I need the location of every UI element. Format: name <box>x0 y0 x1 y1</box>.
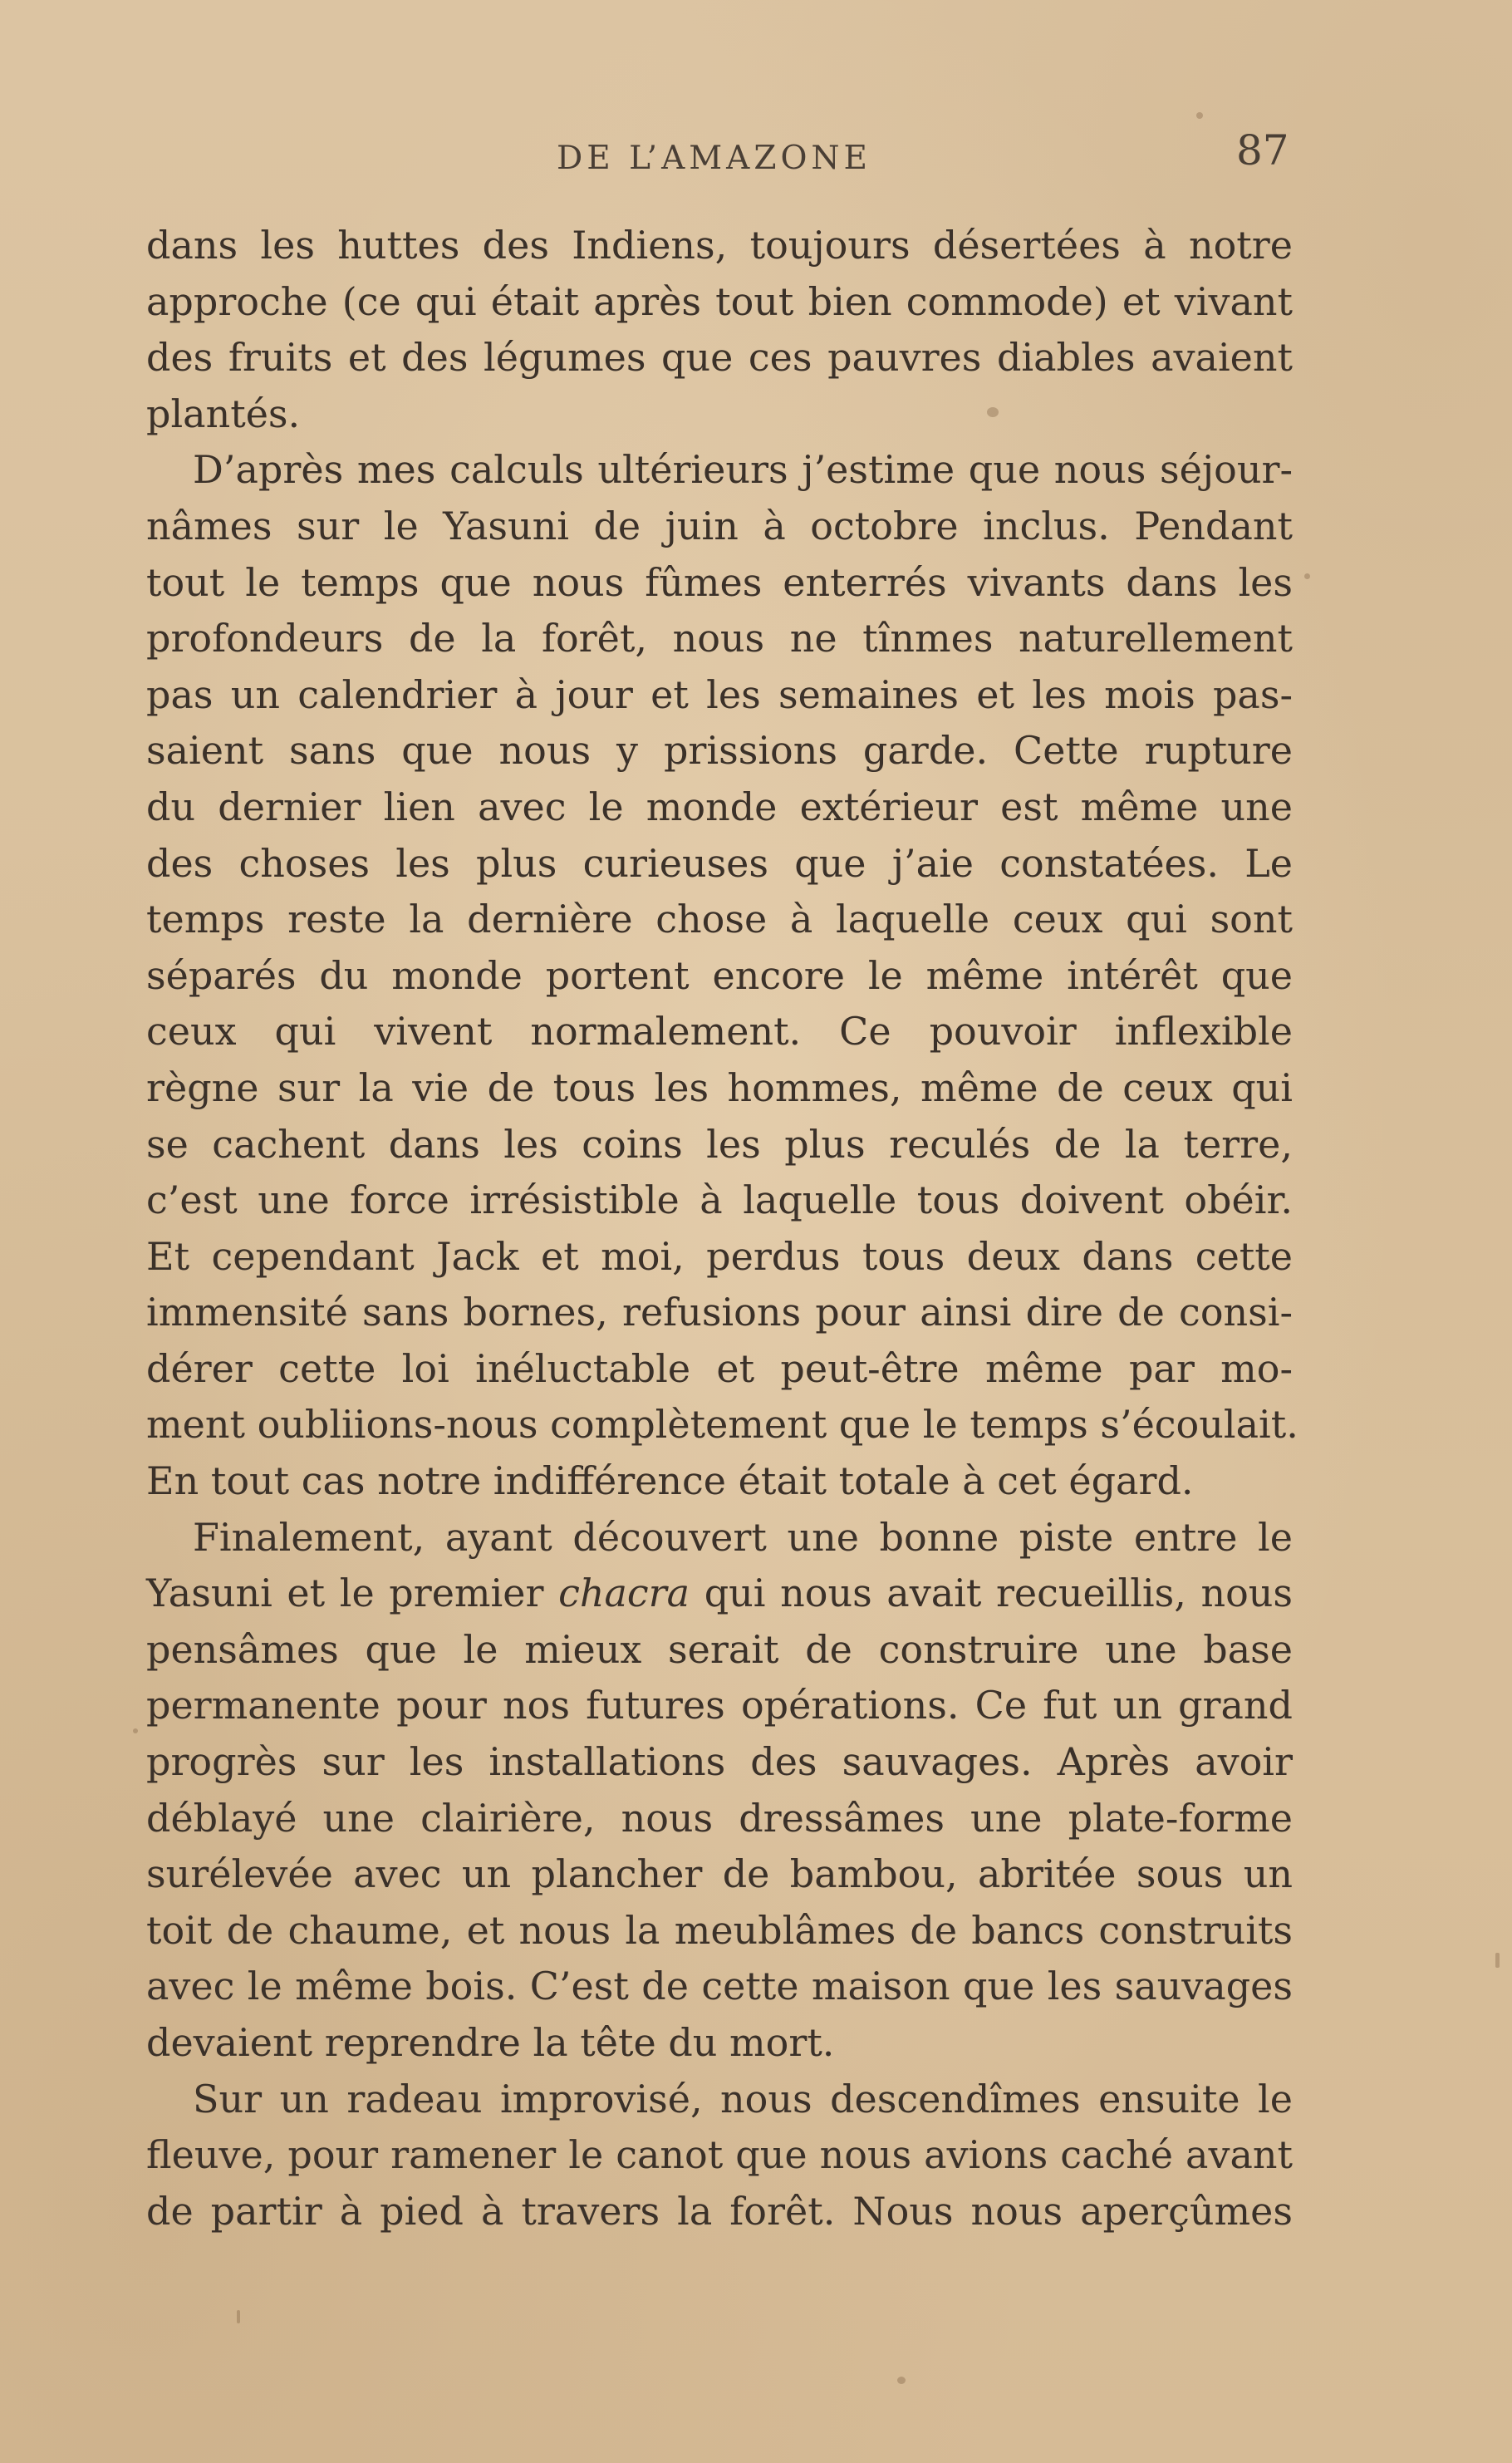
text-line: du dernier lien avec le monde extérieur est même une <box>146 784 1293 829</box>
text-line: avec le même bois. C’est de cette maison que les sauvages <box>146 1964 1293 2009</box>
text-line: règne sur la vie de tous les hommes, même de ceux qui <box>146 1064 1293 1110</box>
paper-speck <box>897 2377 906 2384</box>
text-line: de partir à pied à travers la forêt. Nous nous aperçûmes <box>146 2188 1293 2234</box>
text-block <box>146 218 1298 2239</box>
text-line: pensâmes que le mieux serait de construire une base <box>146 1626 1293 1672</box>
text-line: Finalement, ayant découvert une bonne piste entre le <box>193 1514 1293 1560</box>
italic-term: chacra <box>558 1571 690 1616</box>
page-number: 87 <box>1236 126 1289 175</box>
text-line: Sur un radeau improvisé, nous descendîmes ensuite le <box>193 2076 1293 2121</box>
text-line: devaient reprendre la tête du mort. <box>146 2020 835 2065</box>
text-line: des choses les plus curieuses que j’aie constatées. Le <box>146 840 1293 886</box>
text-line: c’est une force irrésistible à laquelle tous doivent obéir. <box>146 1177 1293 1223</box>
paper-speck <box>1304 573 1310 579</box>
text-line: permanente pour nos futures opérations. Ce fut un grand <box>146 1683 1293 1728</box>
paragraph-3 <box>146 1510 1293 2072</box>
paragraph-4 <box>146 2072 1293 2240</box>
text-line: progrès sur les installations des sauvages. Après avoir <box>146 1739 1293 1785</box>
running-head: DE L’AMAZONE <box>557 140 872 177</box>
text-line: dérer cette loi inéluctable et peut-être même par mo- <box>146 1345 1293 1391</box>
text-line: dans les huttes des Indiens, toujours désertées à notre <box>146 223 1293 268</box>
text-line <box>146 1566 1293 1622</box>
text-line: profondeurs de la forêt, nous ne tînmes naturellement <box>146 616 1293 661</box>
paper-speck <box>133 1728 138 1733</box>
text-line: En tout cas notre indifférence était totale à cet égard. <box>146 1458 1194 1504</box>
text-line: se cachent dans les coins les plus reculés de la terre, <box>146 1121 1293 1167</box>
text-line: Et cependant Jack et moi, perdus tous deux dans cette <box>146 1233 1293 1279</box>
text-line: ment oubliions-nous complètement que le temps s’écoulait. <box>146 1402 1298 1448</box>
text-line: ceux qui vivent normalement. Ce pouvoir inflexible <box>146 1009 1293 1055</box>
text-line: tout le temps que nous fûmes enterrés vivants dans les <box>146 559 1293 605</box>
paragraph-1 <box>146 218 1293 442</box>
text-line: déblayé une clairière, nous dressâmes une plate-forme <box>146 1795 1293 1841</box>
text-line: immensité sans bornes, refusions pour ainsi dire de consi- <box>146 1290 1293 1335</box>
text-span: Yasuni et le premier <box>146 1571 559 1616</box>
text-line: temps reste la dernière chose à laquelle ceux qui sont <box>146 897 1293 942</box>
text-line: saient sans que nous y prissions garde. Cette rupture <box>146 728 1293 774</box>
paragraph-2 <box>146 442 1298 1509</box>
text-line: pas un calendrier à jour et les semaines et les mois pas- <box>146 671 1293 717</box>
text-line: des fruits et des légumes que ces pauvres diables avaient <box>146 335 1293 381</box>
text-line: nâmes sur le Yasuni de juin à octobre inclus. Pendant <box>146 503 1293 548</box>
paper-speck <box>1495 1953 1500 1968</box>
text-line: fleuve, pour ramener le canot que nous avions caché avant <box>146 2132 1293 2178</box>
text-line: approche (ce qui était après tout bien commode) et vivant <box>146 278 1293 324</box>
text-line: toit de chaume, et nous la meublâmes de bancs construits <box>146 1907 1293 1953</box>
text-line: séparés du monde portent encore le même intérêt que <box>146 952 1293 998</box>
text-line: plantés. <box>146 391 301 436</box>
paper-speck <box>987 407 999 417</box>
paper-speck <box>1196 112 1203 119</box>
paper-speck <box>237 2310 240 2323</box>
text-span: qui nous avait recueillis, nous <box>690 1571 1294 1616</box>
text-line: D’après mes calculs ultérieurs j’estime que nous séjour- <box>193 447 1293 493</box>
text-line: surélevée avec un plancher de bambou, abritée sous un <box>146 1851 1293 1897</box>
